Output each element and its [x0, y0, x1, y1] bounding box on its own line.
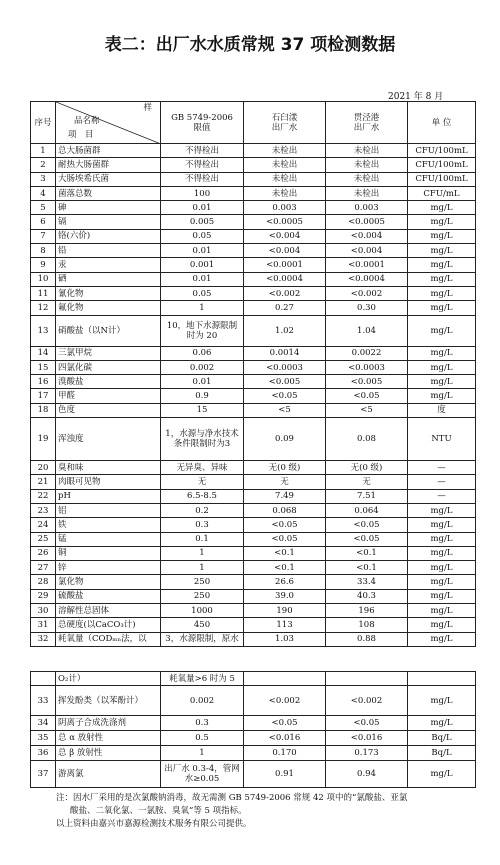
row-sample2-value: 7.51 — [326, 489, 408, 503]
row-unit: mg/L — [408, 532, 476, 546]
table-row — [31, 731, 476, 746]
row-unit: mg/L — [408, 229, 476, 243]
row-item: 挥发酚类（以苯酚计） — [56, 686, 161, 716]
table-row — [31, 201, 476, 215]
row-item: 硒 — [56, 272, 161, 286]
row-sample1-value: 0.91 — [244, 761, 326, 788]
row-unit: mg/L — [408, 686, 476, 716]
row-sample2-value: <0.0003 — [326, 360, 408, 374]
row-limit: 0.01 — [161, 272, 244, 286]
table-row — [31, 761, 476, 788]
header-sample1-line2: 出厂水 — [271, 122, 298, 133]
row-sample1-value: 39.0 — [244, 589, 326, 603]
row-limit: 无 — [161, 475, 244, 489]
row-item: 甲醛 — [56, 389, 161, 403]
row-limit: 0.3 — [161, 716, 244, 731]
header-gb-line2: 限值 — [193, 122, 211, 133]
water-quality-table — [30, 101, 476, 647]
row-limit: 无异臭、异味 — [161, 461, 244, 475]
table-row — [31, 561, 476, 575]
table-row — [31, 215, 476, 229]
footnote-line2: 酸盐、二氧化氯、一氯胺、臭氧”等 5 项指标。 — [70, 806, 247, 816]
row-item: 锌 — [56, 561, 161, 575]
row-limit: 0.05 — [161, 286, 244, 300]
row-sample1-value: 1.03 — [244, 632, 326, 646]
row-unit: — — [408, 475, 476, 489]
row-sample2-value: <0.002 — [326, 286, 408, 300]
row-limit: 250 — [161, 589, 244, 603]
table-row — [31, 286, 476, 300]
row-item: 铬(六价) — [56, 229, 161, 243]
row-sample1-value: <0.002 — [244, 686, 326, 716]
row-sample1-value: 0.170 — [244, 746, 326, 761]
row-number: 34 — [31, 716, 56, 731]
row-sample2-value: <0.05 — [326, 532, 408, 546]
row-unit: CFU/mL — [408, 186, 476, 200]
row-item: 三氯甲烷 — [56, 346, 161, 360]
row-sample2-value: 未检出 — [326, 186, 408, 200]
row-number: 37 — [31, 761, 56, 788]
row-sample1-value: 190 — [244, 604, 326, 618]
header-sample2-line1: 贯泾港 — [353, 112, 380, 123]
row-sample1-value: <0.1 — [244, 561, 326, 575]
table-row — [31, 546, 476, 560]
row-sample1-value: <0.005 — [244, 375, 326, 389]
cont-seq — [31, 672, 56, 686]
row-unit: Bq/L — [408, 746, 476, 761]
row-number: 18 — [31, 403, 56, 417]
row-sample1-value: <0.016 — [244, 731, 326, 746]
table-row — [31, 518, 476, 532]
row-item: 氰化物 — [56, 286, 161, 300]
row-number: 14 — [31, 346, 56, 360]
row-item: 菌落总数 — [56, 186, 161, 200]
water-quality-table-continued — [30, 671, 476, 788]
row-sample1-value: 未检出 — [244, 144, 326, 158]
row-number: 30 — [31, 604, 56, 618]
row-sample2-value: 0.173 — [326, 746, 408, 761]
row-sample1-value: <0.05 — [244, 389, 326, 403]
row-number: 32 — [31, 632, 56, 646]
row-limit: 0.01 — [161, 375, 244, 389]
row-limit: 0.06 — [161, 346, 244, 360]
row-number: 4 — [31, 186, 56, 200]
row-sample2-value: 1.04 — [326, 315, 408, 346]
row-sample2-value: <0.016 — [326, 731, 408, 746]
row-limit: 0.01 — [161, 244, 244, 258]
row-item: 铜 — [56, 546, 161, 560]
row-unit: mg/L — [408, 604, 476, 618]
row-sample2-value: 0.94 — [326, 761, 408, 788]
table-row — [31, 375, 476, 389]
row-item: 铁 — [56, 518, 161, 532]
row-number: 5 — [31, 201, 56, 215]
row-sample2-value: <0.004 — [326, 244, 408, 258]
row-sample1-value: <0.0003 — [244, 360, 326, 374]
row-unit: CFU/100mL — [408, 158, 476, 172]
header-diag-top: 样 — [143, 103, 152, 113]
row-item: 锰 — [56, 532, 161, 546]
row-sample2-value: 无(0 级) — [326, 461, 408, 475]
row-limit: 0.001 — [161, 258, 244, 272]
row-number: 3 — [31, 172, 56, 186]
header-diagonal-cell — [56, 102, 161, 144]
row-unit: mg/L — [408, 389, 476, 403]
row-sample2-value: 0.003 — [326, 201, 408, 215]
footnote-line1: 注：因水厂采用的是次氯酸钠消毒，故无需测 GB 5749-2006 常规 42 项中的“氯酸盐、亚氯 — [56, 793, 408, 803]
row-number: 33 — [31, 686, 56, 716]
row-unit: — — [408, 489, 476, 503]
row-sample1-value: 0.003 — [244, 201, 326, 215]
row-number: 36 — [31, 746, 56, 761]
row-limit: 0.1 — [161, 532, 244, 546]
table-row — [31, 301, 476, 315]
row-item: 总硬度(以CaCO₃计) — [56, 618, 161, 632]
cont-s2 — [326, 672, 408, 686]
row-number: 12 — [31, 301, 56, 315]
header-sample2 — [326, 102, 408, 144]
table-row — [31, 532, 476, 546]
table-row — [31, 244, 476, 258]
row-unit: CFU/100mL — [408, 172, 476, 186]
row-number: 28 — [31, 575, 56, 589]
table-row — [31, 360, 476, 374]
row-number: 6 — [31, 215, 56, 229]
row-item: 浑浊度 — [56, 418, 161, 461]
table-row — [31, 258, 476, 272]
row-number: 31 — [31, 618, 56, 632]
table-row — [31, 489, 476, 503]
table-row — [31, 475, 476, 489]
row-limit: 不得检出 — [161, 144, 244, 158]
row-number: 27 — [31, 561, 56, 575]
row-sample1-value: <0.004 — [244, 244, 326, 258]
row-item: 氟化物 — [56, 301, 161, 315]
table-row — [31, 632, 476, 646]
row-unit: mg/L — [408, 632, 476, 646]
row-sample2-value: <0.05 — [326, 389, 408, 403]
row-limit: 450 — [161, 618, 244, 632]
row-unit: mg/L — [408, 375, 476, 389]
row-sample2-value: 未检出 — [326, 172, 408, 186]
row-sample1-value: 0.09 — [244, 418, 326, 461]
row-unit: mg/L — [408, 618, 476, 632]
row-sample1-value: 0.068 — [244, 503, 326, 517]
table-row — [31, 272, 476, 286]
row-sample1-value: <0.004 — [244, 229, 326, 243]
row-sample2-value: <0.002 — [326, 686, 408, 716]
row-unit: mg/L — [408, 215, 476, 229]
row-item: 肉眼可见物 — [56, 475, 161, 489]
row-sample2-value: 0.88 — [326, 632, 408, 646]
header-sample2-line2: 出厂水 — [353, 122, 380, 133]
row-sample1-value: <0.05 — [244, 716, 326, 731]
row-item: 游离氯 — [56, 761, 161, 788]
header-diag-bottom: 项 目 — [68, 130, 94, 140]
header-seq: 序号 — [31, 102, 56, 144]
row-sample2-value: 33.4 — [326, 575, 408, 589]
row-item: 氯化物 — [56, 575, 161, 589]
row-number: 21 — [31, 475, 56, 489]
row-number: 17 — [31, 389, 56, 403]
row-sample2-value: <0.0005 — [326, 215, 408, 229]
row-limit: 0.5 — [161, 731, 244, 746]
row-item: 溴酸盐 — [56, 375, 161, 389]
row-item: 总 α 放射性 — [56, 731, 161, 746]
row-sample1-value: 未检出 — [244, 186, 326, 200]
row-number: 16 — [31, 375, 56, 389]
row-item: 总大肠菌群 — [56, 144, 161, 158]
row-number: 15 — [31, 360, 56, 374]
row-limit: 0.9 — [161, 389, 244, 403]
row-limit: 0.002 — [161, 686, 244, 716]
row-unit: NTU — [408, 418, 476, 461]
row-limit: 1 — [161, 546, 244, 560]
header-sample1 — [244, 102, 326, 144]
row-sample2-value: 0.08 — [326, 418, 408, 461]
row-number: 9 — [31, 258, 56, 272]
table-row — [31, 172, 476, 186]
table-row — [31, 461, 476, 475]
row-item: 砷 — [56, 201, 161, 215]
row-limit: 100 — [161, 186, 244, 200]
row-unit: CFU/100mL — [408, 144, 476, 158]
header-gb-limit — [161, 102, 244, 144]
row-sample2-value: <0.004 — [326, 229, 408, 243]
row-sample1-value: 0.27 — [244, 301, 326, 315]
table-row — [31, 144, 476, 158]
row-limit: 1 — [161, 746, 244, 761]
row-sample1-value: <0.05 — [244, 518, 326, 532]
table-row — [31, 503, 476, 517]
row-sample1-value: 0.0014 — [244, 346, 326, 360]
row-unit: mg/L — [408, 589, 476, 603]
table-row — [31, 716, 476, 731]
row-limit: 1 — [161, 301, 244, 315]
row-sample1-value: 无 — [244, 475, 326, 489]
row-unit: — — [408, 461, 476, 475]
table-row — [31, 389, 476, 403]
table-row — [31, 315, 476, 346]
row-sample2-value: <0.1 — [326, 546, 408, 560]
row-item: 铅 — [56, 244, 161, 258]
row-item: 大肠埃希氏菌 — [56, 172, 161, 186]
row-limit: 1 — [161, 561, 244, 575]
table-row — [31, 158, 476, 172]
row-item: 溶解性总固体 — [56, 604, 161, 618]
row-number: 24 — [31, 518, 56, 532]
document-title: 表二：出厂水水质常规 37 项检测数据 — [104, 35, 396, 55]
row-item: 臭和味 — [56, 461, 161, 475]
row-sample1-value: <5 — [244, 403, 326, 417]
row-limit: 6.5-8.5 — [161, 489, 244, 503]
row-sample2-value: 未检出 — [326, 144, 408, 158]
table-row — [31, 229, 476, 243]
row-sample2-value: 未检出 — [326, 158, 408, 172]
row-unit: mg/L — [408, 244, 476, 258]
row-unit: mg/L — [408, 272, 476, 286]
row-limit: 不得检出 — [161, 158, 244, 172]
row-sample1-value: <0.0005 — [244, 215, 326, 229]
table-row — [31, 186, 476, 200]
table-row — [31, 686, 476, 716]
row-item: 四氯化碳 — [56, 360, 161, 374]
row-item: 阴离子合成洗涤剂 — [56, 716, 161, 731]
row-limit: 0.005 — [161, 215, 244, 229]
row-sample1-value: <0.05 — [244, 532, 326, 546]
row-number: 20 — [31, 461, 56, 475]
row-item: 硝酸盐（以N计） — [56, 315, 161, 346]
row-unit: mg/L — [408, 258, 476, 272]
row-unit: mg/L — [408, 286, 476, 300]
row-sample2-value: 0.0022 — [326, 346, 408, 360]
row-sample1-value: <0.002 — [244, 286, 326, 300]
row-number: 19 — [31, 418, 56, 461]
row-item: 耐热大肠菌群 — [56, 158, 161, 172]
row-sample2-value: <0.1 — [326, 561, 408, 575]
row-unit: mg/L — [408, 761, 476, 788]
row-sample2-value: 40.3 — [326, 589, 408, 603]
header-unit: 单 位 — [408, 102, 476, 144]
row-unit: mg/L — [408, 518, 476, 532]
header-diag-mid: 品名称 — [74, 116, 100, 126]
table-header-row — [31, 102, 476, 144]
row-number: 10 — [31, 272, 56, 286]
row-item: 耗氧量（CODₘₙ法，以 — [56, 632, 161, 646]
row-number: 11 — [31, 286, 56, 300]
row-number: 29 — [31, 589, 56, 603]
row-sample1-value: 无(0 级) — [244, 461, 326, 475]
row-number: 22 — [31, 489, 56, 503]
row-sample2-value: 0.064 — [326, 503, 408, 517]
header-sample1-line1: 石臼漾 — [271, 112, 298, 123]
row-unit: Bq/L — [408, 731, 476, 746]
cont-item: O₂计） — [56, 672, 161, 686]
table-row — [31, 589, 476, 603]
row-sample1-value: 7.49 — [244, 489, 326, 503]
row-item: 镉 — [56, 215, 161, 229]
row-limit: 1，水源与净水技术条件限制时为3 — [161, 418, 244, 461]
table-row — [31, 618, 476, 632]
row-sample2-value: 108 — [326, 618, 408, 632]
row-sample1-value: 113 — [244, 618, 326, 632]
row-number: 2 — [31, 158, 56, 172]
report-date: 2021 年 8 月 — [388, 92, 444, 102]
row-sample1-value: <0.0004 — [244, 272, 326, 286]
table-row — [31, 403, 476, 417]
table-row — [31, 418, 476, 461]
row-sample2-value: 无 — [326, 475, 408, 489]
cont-limit: 耗氧量>6 时为 5 — [161, 672, 244, 686]
row-item: 硫酸盐 — [56, 589, 161, 603]
row-sample2-value: <0.05 — [326, 518, 408, 532]
row-item: pH — [56, 489, 161, 503]
header-gb-line1: GB 5749-2006 — [171, 112, 233, 123]
row-sample1-value: <0.1 — [244, 546, 326, 560]
row-sample2-value: 196 — [326, 604, 408, 618]
row-unit: mg/L — [408, 360, 476, 374]
row-item: 色度 — [56, 403, 161, 417]
row-number: 13 — [31, 315, 56, 346]
row-limit: 3，水源限制，原水 — [161, 632, 244, 646]
row-limit: 0.3 — [161, 518, 244, 532]
row-limit: 出厂水 0.3-4，管网水≥0.05 — [161, 761, 244, 788]
row-unit: mg/L — [408, 546, 476, 560]
row-sample2-value: <5 — [326, 403, 408, 417]
row-number: 23 — [31, 503, 56, 517]
row-number: 7 — [31, 229, 56, 243]
row-limit: 不得检出 — [161, 172, 244, 186]
row-item: 铝 — [56, 503, 161, 517]
row-sample2-value: <0.005 — [326, 375, 408, 389]
row-limit: 10，地下水源限制时为 20 — [161, 315, 244, 346]
table-row — [31, 604, 476, 618]
row-limit: 0.01 — [161, 201, 244, 215]
row-unit: mg/L — [408, 346, 476, 360]
row-unit: mg/L — [408, 575, 476, 589]
row-sample1-value: 1.02 — [244, 315, 326, 346]
table-row — [31, 346, 476, 360]
row-limit: 0.05 — [161, 229, 244, 243]
row-limit: 0.002 — [161, 360, 244, 374]
footnote — [56, 792, 476, 831]
row-limit: 1000 — [161, 604, 244, 618]
row-limit: 15 — [161, 403, 244, 417]
table-row — [31, 575, 476, 589]
row-sample1-value: 未检出 — [244, 172, 326, 186]
row-item: 汞 — [56, 258, 161, 272]
row-unit: mg/L — [408, 503, 476, 517]
row-limit: 250 — [161, 575, 244, 589]
row-unit: mg/L — [408, 315, 476, 346]
row-unit: mg/L — [408, 561, 476, 575]
row-number: 35 — [31, 731, 56, 746]
row-sample1-value: 未检出 — [244, 158, 326, 172]
row-number: 1 — [31, 144, 56, 158]
row-number: 8 — [31, 244, 56, 258]
row-limit: 0.2 — [161, 503, 244, 517]
footnote-source: 以上资料由嘉兴市嘉源检测技术服务有限公司提供。 — [56, 819, 252, 829]
cont-unit — [408, 672, 476, 686]
cont-s1 — [244, 672, 326, 686]
row-unit: mg/L — [408, 716, 476, 731]
row-sample1-value: <0.0001 — [244, 258, 326, 272]
row-sample2-value: <0.0004 — [326, 272, 408, 286]
row-unit: mg/L — [408, 301, 476, 315]
row-unit: mg/L — [408, 201, 476, 215]
row-sample2-value: 0.30 — [326, 301, 408, 315]
row-item: 总 β 放射性 — [56, 746, 161, 761]
row-unit: 度 — [408, 403, 476, 417]
row-sample1-value: 26.6 — [244, 575, 326, 589]
row-number: 25 — [31, 532, 56, 546]
row-sample2-value: <0.0001 — [326, 258, 408, 272]
table-row-continuation — [31, 672, 476, 686]
table-row — [31, 746, 476, 761]
row-sample2-value: <0.05 — [326, 716, 408, 731]
row-number: 26 — [31, 546, 56, 560]
